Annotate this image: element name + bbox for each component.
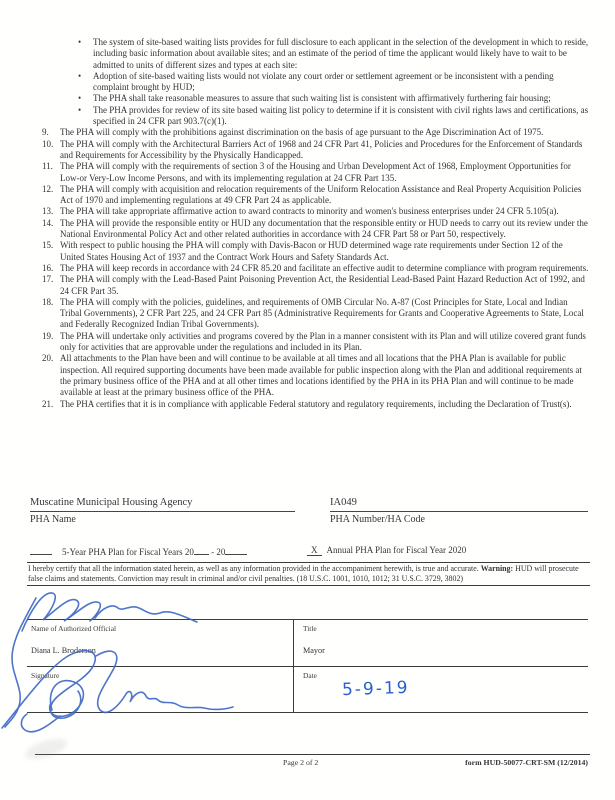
pha-code-field (330, 497, 588, 525)
date-cell (293, 667, 588, 712)
signature-table (27, 619, 588, 713)
numbered-item (42, 331, 589, 354)
numbered-item (42, 353, 589, 398)
five-year-checkbox-blank (30, 545, 52, 555)
item-text: The PHA will comply with the requirements of section 3 of the Housing and Urban Development Act of 1968, Employment Opportunities for Low-or Very-Low Income Persons, and with its implementing regulation at 24 CFR Part 135. (60, 161, 571, 183)
numbered-item (42, 263, 589, 274)
title-value: Mayor (303, 646, 325, 655)
certify-text-part2: HUD will prosecute false claims and statements. Conviction may result in criminal and/or civil penalties. (18 U.S.C. 1001, 1010, 1012; 31 U.S.C. 3729, 3802) (28, 564, 579, 583)
certify-warning-label: Warning: (480, 564, 514, 573)
numbered-item (42, 139, 589, 162)
form-number: form HUD-50077-CRT-SM (12/2014) (465, 758, 588, 767)
item-number: 19. (42, 330, 54, 341)
bullet-item (42, 37, 589, 71)
date-label: Date (303, 671, 317, 680)
numbered-item (42, 206, 589, 217)
fiscal-year-blank (194, 545, 209, 555)
item-number: 10. (42, 138, 54, 149)
certify-text-part1: I hereby certify that all the information stated herein, as well as any information provided in the accompaniment herewith, is true and accurate. (28, 564, 479, 573)
bullet-text: Adoption of site-based waiting lists would not violate any court order or settlement agreement or be inconsistent with a pending complaint brought by HUD; (93, 70, 554, 93)
item-number: 9. (42, 127, 49, 138)
bullet-text: The system of site-based waiting lists provides for full disclosure to each applicant in the selection of the development in which to reside, including basic information about available sites; and an estimate of the period of time the applicant would likely have to wait to be admitted to units of different sizes and types at each site: (93, 37, 589, 70)
signature-label: Signature (31, 671, 60, 680)
pha-name-field (30, 497, 295, 525)
bullet-text: The PHA provides for review of its site based waiting list policy to determine if it is consistent with civil rights laws and certifications, as specified in 24 CFR part 903.7(c)(1). (93, 104, 589, 127)
item-text: The PHA will undertake only activities and programs covered by the Plan in a manner consistent with its Plan and will utilize covered grant funds only for activities that are approvable under the regulations and included in its Plan. (60, 330, 586, 353)
item-text: The PHA will comply with the prohibitions against discrimination on the basis of age pursuant to the Age Discrimination Act of 1975. (60, 127, 544, 138)
numbered-item (42, 184, 589, 207)
page-number: Page 2 of 2 (283, 758, 319, 767)
numbered-item (42, 218, 589, 241)
fiscal-year-blank (225, 545, 247, 555)
name-of-official-label: Name of Authorized Official (31, 624, 117, 633)
item-number: 11. (42, 161, 53, 172)
item-text: The PHA will provide the responsible entity or HUD any documentation that the responsible entity or HUD needs to carry out its review under the National Environmental Policy Act and other related authorities in accordance with 24 CFR Part 58 or Part 50, respectively. (60, 217, 588, 240)
item-text: The PHA will comply with the Lead-Based Paint Poisoning Prevention Act, the Residential Lead-Based Paint Hazard Reduction Act of 1992, and 24 CFR Part 35. (60, 274, 585, 296)
item-number: 16. (42, 262, 54, 273)
bullet-icon: • (78, 104, 82, 115)
five-year-plan-label: 5-Year PHA Plan for Fiscal Years 20 (62, 547, 194, 557)
certification-statement (27, 562, 590, 586)
pha-name-label: PHA Name (30, 514, 76, 525)
bullet-icon: • (78, 93, 82, 104)
plan-type-row (30, 545, 590, 557)
bullet-item (42, 93, 589, 104)
item-number: 20. (42, 353, 54, 364)
item-number: 15. (42, 240, 54, 251)
item-number: 13. (42, 206, 54, 217)
item-text: The PHA will comply with the Architectural Barriers Act of 1968 and 24 CFR Part 41, Policies and Procedures for the Enforcement of Standards and Requirements for Accessibility by the Physically Handicapped. (60, 138, 583, 160)
numbered-item (42, 274, 589, 297)
item-number: 14. (42, 217, 54, 228)
name-cell (27, 620, 293, 667)
bullet-icon: • (78, 70, 82, 81)
annual-plan-x-mark: X (307, 545, 322, 556)
bullet-item (42, 71, 589, 94)
annual-plan-option (307, 545, 466, 556)
scan-smudge (23, 735, 70, 764)
handwritten-date: 5-9-19 (341, 677, 410, 701)
bullet-icon: • (78, 37, 82, 47)
item-text: The PHA certifies that it is in compliance with applicable Federal statutory and regulatory requirements, including the Declaration of Trust(s). (60, 398, 572, 409)
numbered-item (42, 161, 589, 184)
pha-code-value: IA049 (330, 497, 588, 512)
numbered-item (42, 399, 589, 410)
item-number: 18. (42, 296, 54, 307)
signature-cell (27, 667, 293, 712)
item-text: The PHA will keep records in accordance with 24 CFR 85.20 and facilitate an effective audit to determine compliance with program requirements. (60, 262, 589, 273)
bullet-item (42, 105, 589, 128)
title-label: Title (303, 624, 317, 633)
item-text: The PHA will comply with the policies, guidelines, and requirements of OMB Circular No. A-87 (Cost Principles for State, Local and Indian Tribal Governments), 2 CFR Part 225, and 24 CFR Part 85 (Administrative Requirements for Grants and Cooperative Agreements to State, Local and Federally Recognized Indian Tribal Governments). (60, 296, 584, 330)
numbered-item (42, 127, 589, 138)
certification-list (42, 37, 589, 497)
pha-code-label: PHA Number/HA Code (330, 514, 425, 525)
item-text: All attachments to the Plan have been and will continue to be available at all times and all locations that the PHA Plan is available for public inspection. All required supporting documents have been made available for public inspection along with the Plan and additional requirements at the primary business office of the PHA and at all other times and locations identified by the PHA in its PHA Plan and will continue to be made available at least at the primary business office of the PHA. (60, 353, 582, 398)
pha-name-value: Muscatine Municipal Housing Agency (30, 497, 295, 512)
numbered-item (42, 240, 589, 263)
five-year-plan-separator: - 20 (211, 547, 226, 557)
numbered-item (42, 297, 589, 331)
official-name-value: Diana L. Broderson (31, 646, 96, 655)
item-number: 17. (42, 274, 54, 285)
bullet-text: The PHA shall take reasonable measures to assure that such waiting list is consistent with affirmatively furthering fair housing; (93, 93, 551, 104)
item-text: With respect to public housing the PHA will comply with Davis-Bacon or HUD determined wage rate requirements under Section 12 of the United States Housing Act of 1937 and the Contract Work Hours and Safety Standards Act. (60, 240, 563, 262)
annual-plan-label: Annual PHA Plan for Fiscal Year 2020 (326, 545, 467, 555)
item-text: The PHA will take appropriate affirmative action to award contracts to minority and women's business enterprises under 24 CFR 5.105(a). (60, 206, 559, 217)
title-cell (293, 620, 588, 667)
item-number: 12. (42, 183, 54, 194)
item-text: The PHA will comply with acquisition and relocation requirements of the Uniform Relocation Assistance and Real Property Acquisition Policies Act of 1970 and implementing regulations at 49 CFR Part 24 as applicable. (60, 183, 582, 206)
footer-divider (35, 754, 590, 755)
item-number: 21. (42, 398, 54, 409)
